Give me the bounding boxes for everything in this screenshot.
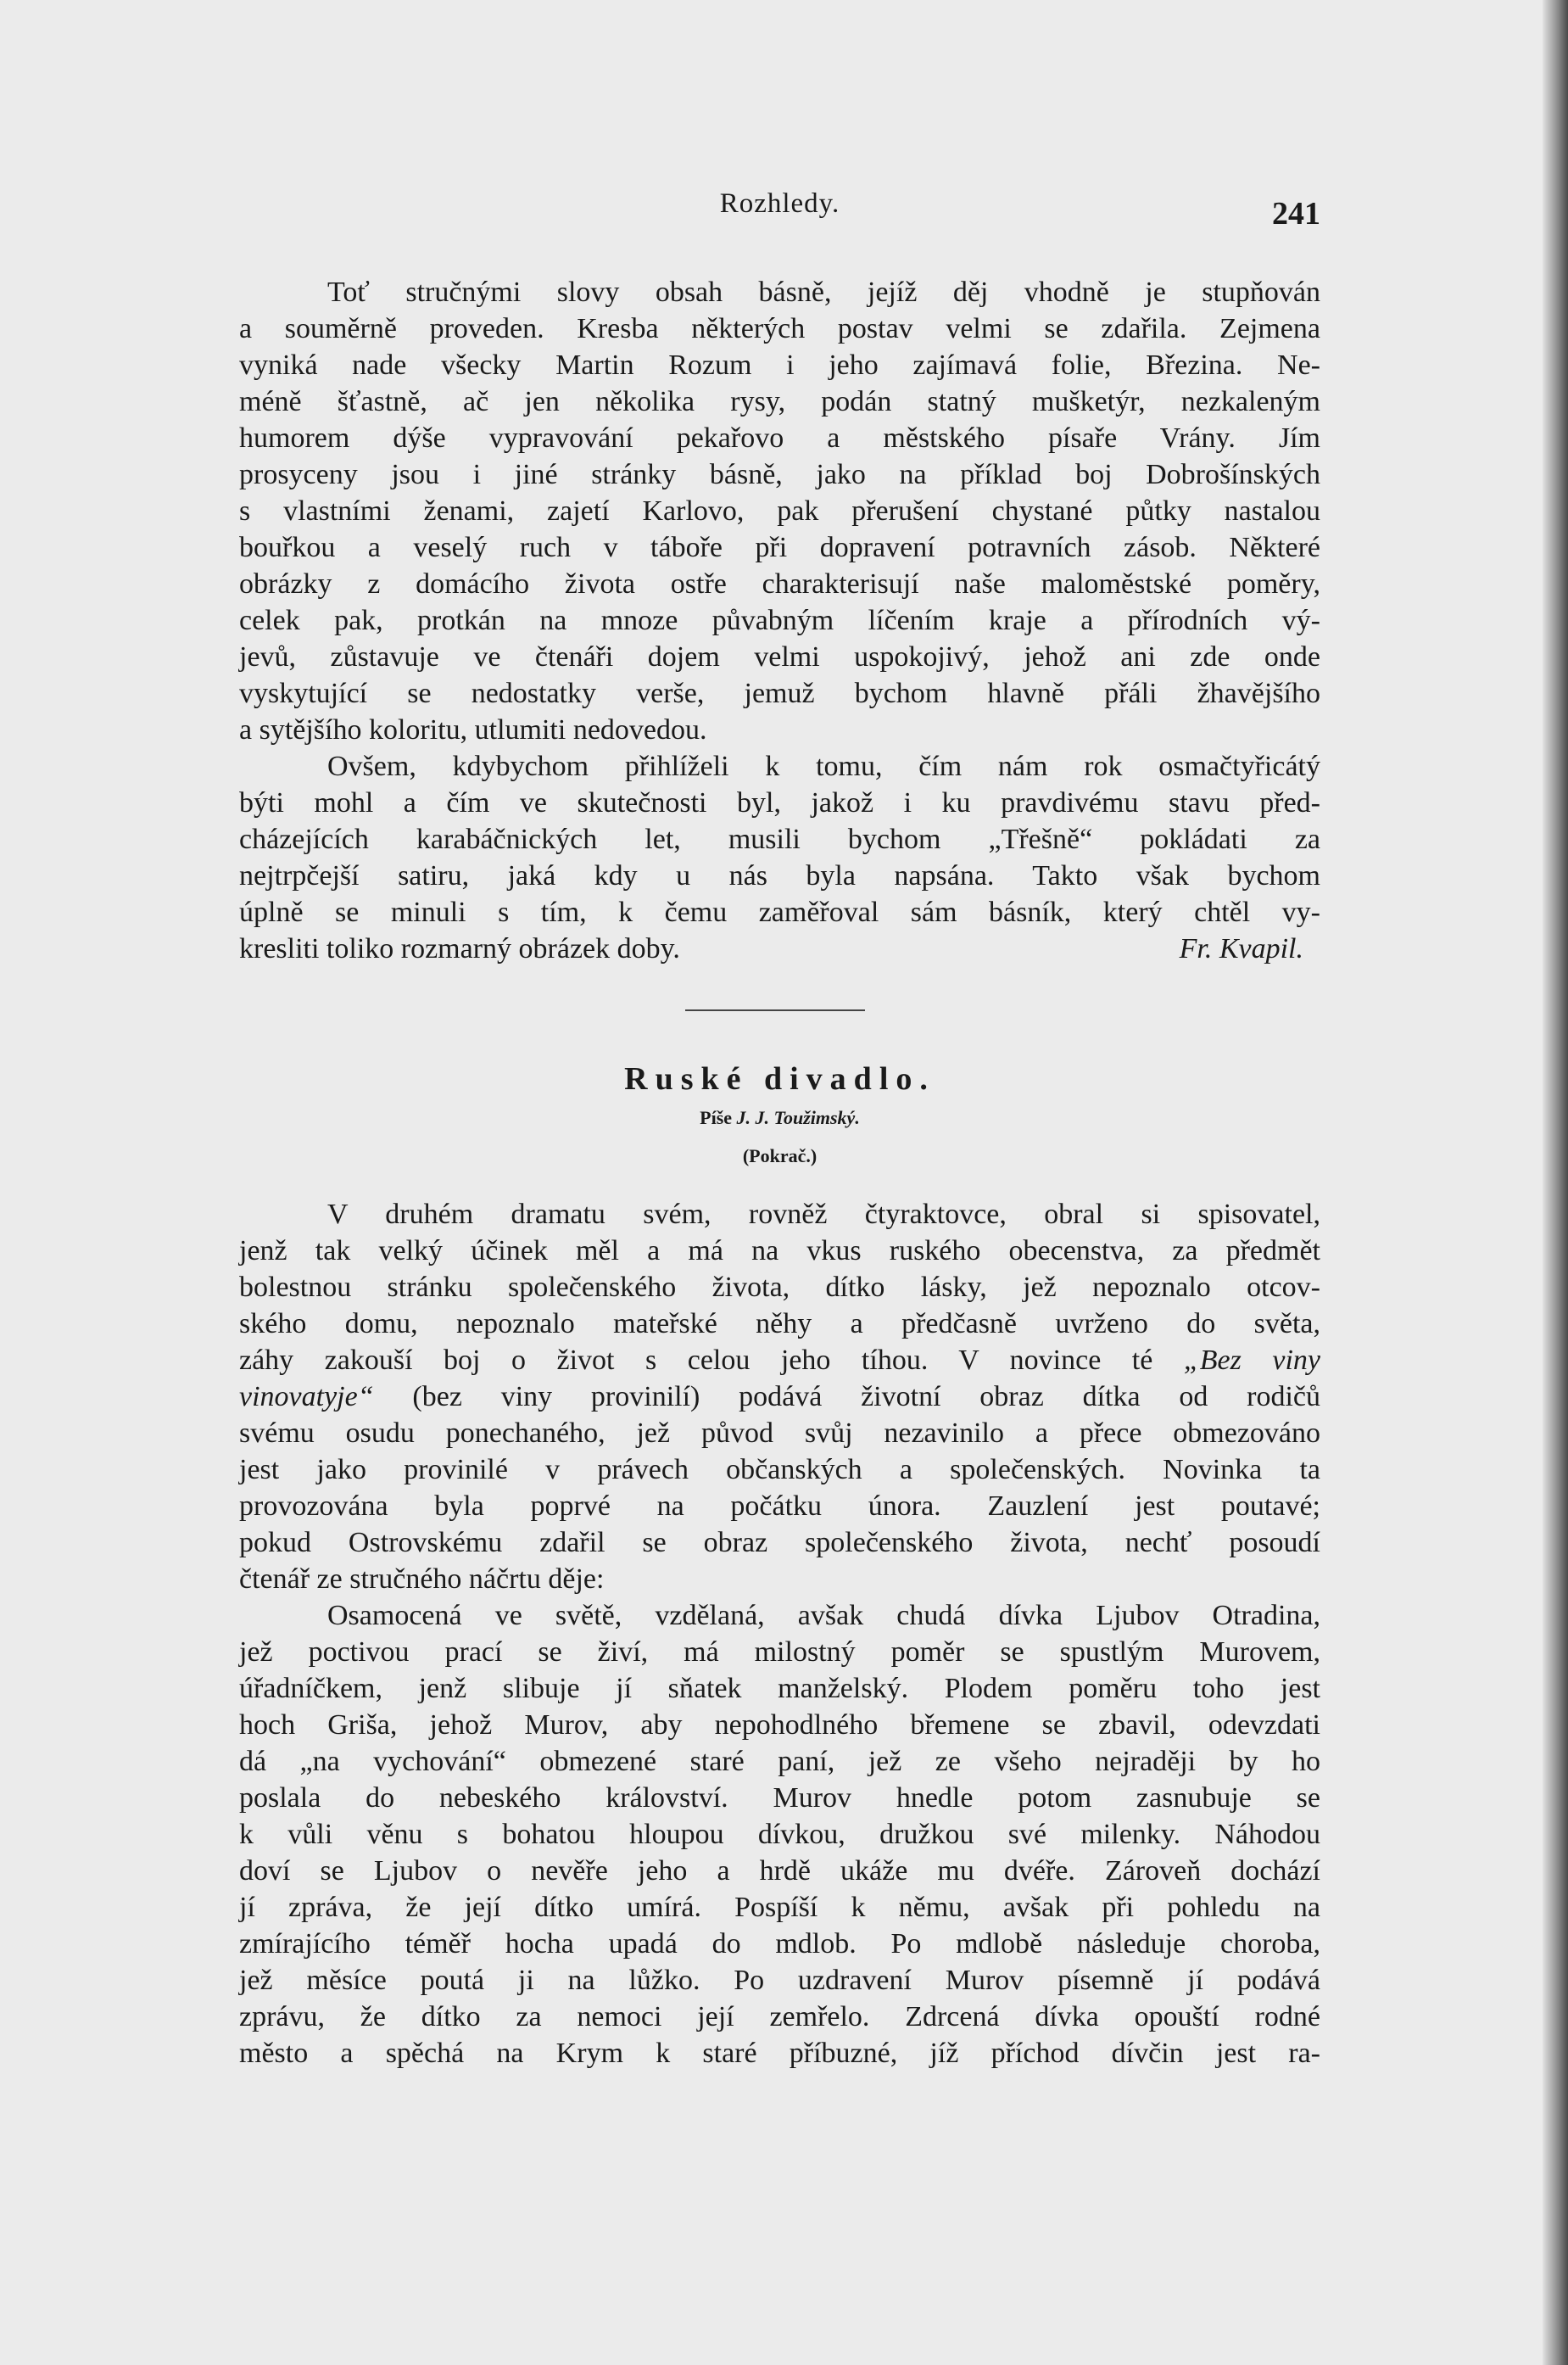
continued-note: (Pokrač.): [742, 1145, 817, 1166]
text-line: hoch Griša, jehož Murov, aby nepohodlného břemene se zbavil, odevzdati: [239, 1709, 1320, 1741]
text-line: čtenář ze stručného náčrtu děje:: [239, 1563, 605, 1595]
text-line: [239, 1378, 1320, 1415]
text-line: prosyceny jsou i jiné stránky básně, jako na příklad boj Dobrošínských: [239, 459, 1320, 490]
text-line: poslala do nebeského království. Murov hnedle potom zasnubuje se: [239, 1782, 1320, 1814]
page-number: 241: [1272, 196, 1320, 232]
review-signature: Fr. Kvapil.: [1179, 933, 1303, 964]
text-line: úřadníčkem, jenž slibuje jí sňatek manželský. Plodem poměru toho jest: [239, 1673, 1320, 1704]
text-line: býti mohl a čím ve skutečnosti byl, jakož i ku pravdivému stavu před-: [239, 787, 1320, 819]
text-line: a sytějšího koloritu, utlumiti nedovedou.: [239, 714, 707, 746]
text-line: zprávu, že dítko za nemoci její zemřelo. Zdrcená dívka opouští rodné: [239, 2001, 1320, 2032]
text-line: Osamocená ve světě, vzdělaná, avšak chudá dívka Ljubov Otradina,: [327, 1600, 1320, 1631]
text-line: humorem dýše vypravování pekařovo a městského písaře Vrány. Jím: [239, 422, 1320, 454]
play-title-part: „Bez viny: [1183, 1345, 1320, 1376]
text-line: jež poctivou prací se živí, má milostný poměr se spustlým Murovem,: [239, 1636, 1320, 1668]
text-line: s vlastními ženami, zajetí Karlovo, pak přerušení chystané půtky nastalou: [239, 495, 1320, 527]
text-line: jež měsíce poutá ji na lůžko. Po uzdravení Murov písemně jí podává: [239, 1965, 1320, 1996]
text-line: Toť stručnými slovy obsah básně, jejíž děj vhodně je stupňován: [327, 277, 1320, 308]
text-line: zmírajícího téměř hocha upadá do mdlob. Po mdlobě následuje choroba,: [239, 1928, 1320, 1960]
text-line: a souměrně proveden. Kresba některých postav velmi se zdařila. Zejmena: [239, 313, 1320, 344]
text-segment: záhy zakouší boj o život s celou jeho tíhou. V novince té: [239, 1345, 1153, 1376]
text-line: jenž tak velký účinek měl a má na vkus ruského obecenstva, za předmět: [239, 1235, 1320, 1266]
text-line-content: kresliti toliko rozmarný obrázek doby.: [239, 933, 680, 964]
text-line: město a spěchá na Krym k staré příbuzné, jíž příchod dívčin jest ra-: [239, 2038, 1320, 2069]
text-line: méně šťastně, ač jen několika rysy, podán statný mušketýr, nezkaleným: [239, 386, 1320, 417]
running-head: Rozhledy.: [719, 188, 840, 219]
play-title-part: vinovatyje“: [239, 1381, 374, 1412]
article-byline: [239, 1107, 1320, 1129]
text-line: Ovšem, kdybychom přihlíželi k tomu, čím nám rok osmačtyřicátý: [327, 751, 1320, 782]
text-line: pokud Ostrovskému zdařil se obraz společenského života, nechť posoudí: [239, 1527, 1320, 1558]
text-line: jevů, zůstavuje ve čtenáři dojem velmi uspokojivý, jehož ani zde onde: [239, 641, 1320, 673]
article-author: J. J. Toužimský.: [736, 1107, 860, 1128]
text-line: celek pak, protkán na mnoze půvabným líčením kraje a přírodních vý-: [239, 605, 1320, 636]
text-line: jí zpráva, že její dítko umírá. Pospíší k němu, avšak při pohledu na: [239, 1892, 1320, 1923]
text-line: bouřkou a veselý ruch v táboře při dopravení potravních zásob. Některé: [239, 532, 1320, 563]
text-line: provozována byla poprvé na počátku února. Zauzlení jest poutavé;: [239, 1490, 1320, 1522]
text-line: nejtrpčejší satiru, jaká kdy u nás byla napsána. Takto však bychom: [239, 860, 1320, 892]
text-line: svému osudu ponechaného, jež původ svůj nezavinilo a přece obmezováno: [239, 1417, 1320, 1449]
text-line: V druhém dramatu svém, rovněž čtyraktovce, obral si spisovatel,: [327, 1199, 1320, 1230]
text-line: dá „na vychování“ obmezené staré paní, jež ze všeho nejraději by ho: [239, 1746, 1320, 1777]
text-line: úplně se minuli s tím, k čemu zaměřoval sám básník, který chtěl vy-: [239, 897, 1320, 928]
text-line: vyskytující se nedostatky verše, jemuž bychom hlavně přáli žhavějšího: [239, 678, 1320, 709]
text-line: jest jako provinilé v právech občanských a společenských. Novinka ta: [239, 1454, 1320, 1485]
article-title: Ruské divadlo.: [624, 1061, 935, 1097]
text-line-with-signature: [239, 931, 1320, 967]
text-line: bolestnou stránku společenského života, dítko lásky, jež nepoznalo otcov-: [239, 1272, 1320, 1303]
review-text: [239, 274, 1320, 967]
book-spine-edge: [1543, 0, 1568, 2365]
text-line: vyniká nade všecky Martin Rozum i jeho zajímavá folie, Březina. Ne-: [239, 349, 1320, 381]
page-header: [239, 188, 1320, 231]
text-line: obrázky z domácího života ostře charakterisují naše maloměstské poměry,: [239, 568, 1320, 600]
text-segment: (bez viny provinilí) podává životní obraz dítka od rodičů: [412, 1381, 1320, 1412]
text-line: cházejících karabáčnických let, musili bychom „Třešně“ pokládati za: [239, 824, 1320, 855]
article-body: [239, 1196, 1320, 2071]
text-line: doví se Ljubov o nevěře jeho a hrdě ukáže mu dvéře. Zároveň dochází: [239, 1855, 1320, 1887]
byline-prefix: Píše: [700, 1107, 733, 1128]
text-line: k vůli věnu s bohatou hloupou dívkou, družkou své milenky. Náhodou: [239, 1819, 1320, 1850]
text-line: [239, 1342, 1320, 1378]
text-line: ského domu, nepoznalo mateřské něhy a předčasně uvrženo do světa,: [239, 1308, 1320, 1339]
section-divider: [685, 1009, 865, 1011]
